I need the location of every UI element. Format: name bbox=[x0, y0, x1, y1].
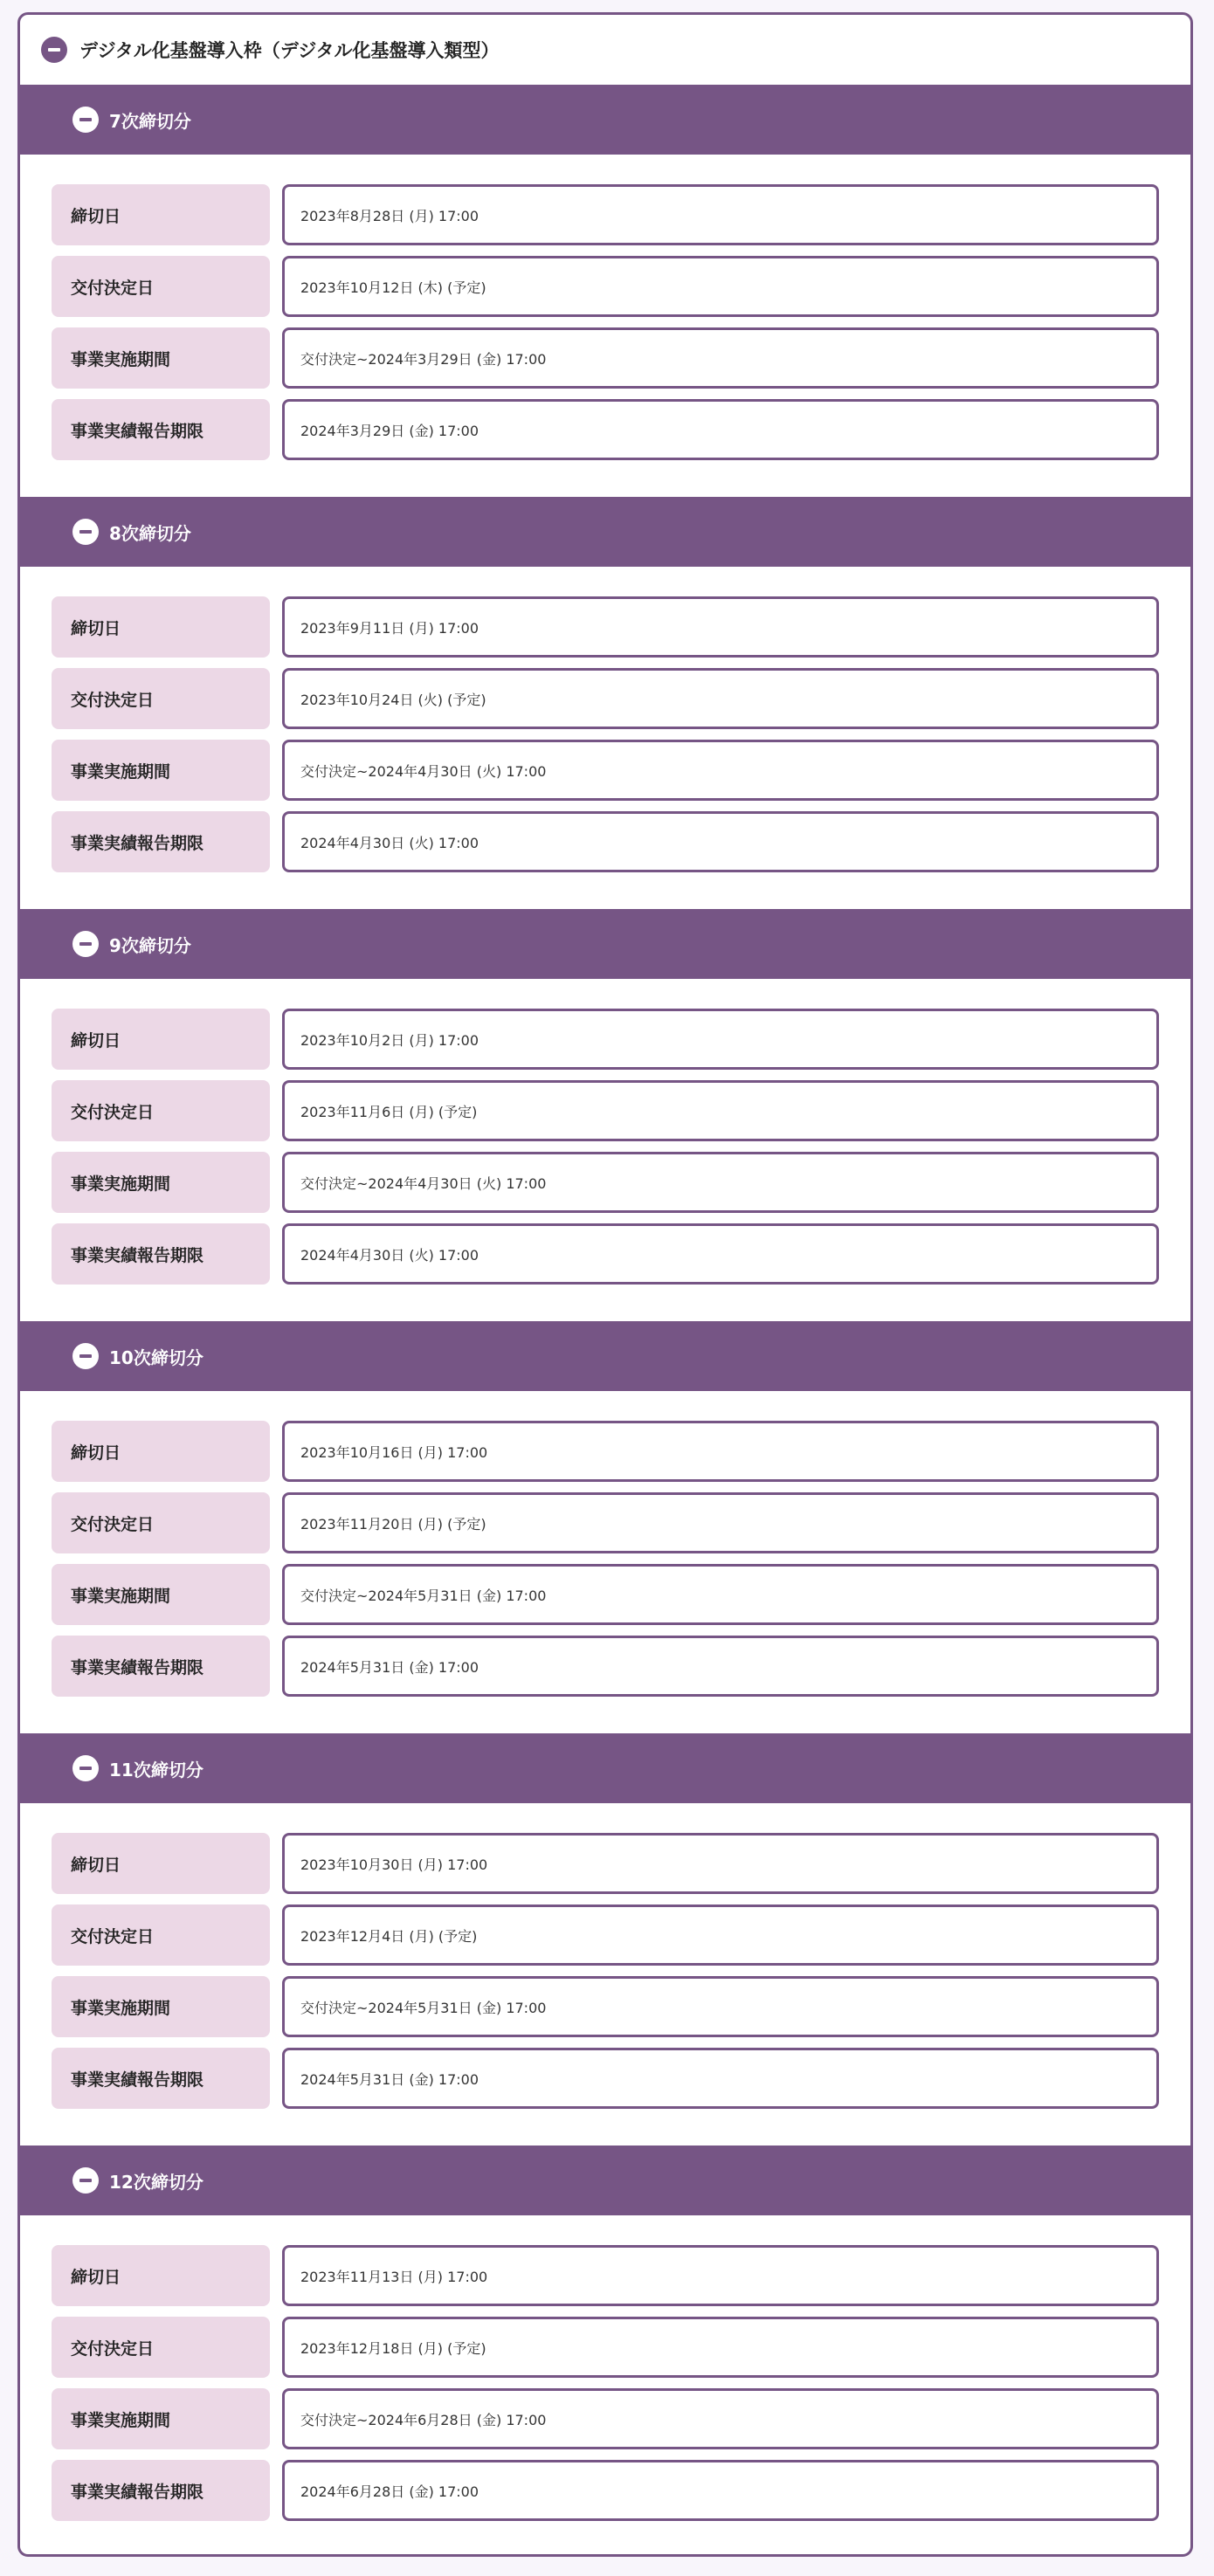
section-header[interactable] bbox=[20, 497, 1190, 567]
row-value: 2023年10月30日 (月) 17:00 bbox=[282, 1833, 1159, 1894]
deadline-section bbox=[20, 909, 1190, 1321]
info-row bbox=[52, 811, 1190, 872]
row-label: 交付決定日 bbox=[52, 1904, 270, 1966]
section-title: 11次締切分 bbox=[109, 1759, 203, 1780]
section-rows bbox=[20, 1803, 1190, 2109]
info-row bbox=[52, 1976, 1190, 2037]
deadline-section bbox=[20, 2146, 1190, 2557]
row-value: 2023年10月16日 (月) 17:00 bbox=[282, 1421, 1159, 1482]
accordion-title: デジタル化基盤導入枠（デジタル化基盤導入類型） bbox=[79, 40, 500, 61]
info-row bbox=[52, 740, 1190, 801]
row-value: 交付決定~2024年5月31日 (金) 17:00 bbox=[282, 1976, 1159, 2037]
deadline-section bbox=[20, 85, 1190, 497]
section-header[interactable] bbox=[20, 909, 1190, 979]
section-title: 7次締切分 bbox=[109, 110, 191, 132]
row-value: 2023年12月4日 (月) (予定) bbox=[282, 1904, 1159, 1966]
minus-circle-icon[interactable] bbox=[72, 519, 99, 545]
accordion-header[interactable] bbox=[20, 15, 1190, 85]
deadline-section bbox=[20, 1321, 1190, 1733]
info-row bbox=[52, 2048, 1190, 2109]
row-value: 2024年4月30日 (火) 17:00 bbox=[282, 811, 1159, 872]
info-row bbox=[52, 1904, 1190, 1966]
row-value: 交付決定~2024年3月29日 (金) 17:00 bbox=[282, 327, 1159, 389]
row-value: 2023年11月13日 (月) 17:00 bbox=[282, 2245, 1159, 2306]
row-value: 2024年5月31日 (金) 17:00 bbox=[282, 2048, 1159, 2109]
minus-circle-icon[interactable] bbox=[72, 1343, 99, 1369]
section-rows bbox=[20, 2215, 1190, 2521]
accordion-panel bbox=[17, 12, 1193, 2557]
section-rows bbox=[20, 979, 1190, 1285]
info-row bbox=[52, 1152, 1190, 1213]
minus-circle-icon[interactable] bbox=[72, 1755, 99, 1781]
row-value: 2023年10月24日 (火) (予定) bbox=[282, 668, 1159, 729]
row-value: 2023年11月6日 (月) (予定) bbox=[282, 1080, 1159, 1141]
row-label: 事業実施期間 bbox=[52, 740, 270, 801]
row-label: 事業実施期間 bbox=[52, 1976, 270, 2037]
info-row bbox=[52, 1564, 1190, 1625]
row-value: 2023年12月18日 (月) (予定) bbox=[282, 2317, 1159, 2378]
row-value: 交付決定~2024年6月28日 (金) 17:00 bbox=[282, 2388, 1159, 2449]
row-label: 交付決定日 bbox=[52, 1080, 270, 1141]
section-rows bbox=[20, 1391, 1190, 1697]
section-title: 12次締切分 bbox=[109, 2171, 203, 2193]
row-value: 2023年9月11日 (月) 17:00 bbox=[282, 596, 1159, 658]
section-title: 8次締切分 bbox=[109, 522, 191, 544]
info-row bbox=[52, 1636, 1190, 1697]
info-row bbox=[52, 1833, 1190, 1894]
minus-circle-icon[interactable] bbox=[72, 2167, 99, 2194]
row-label: 事業実績報告期限 bbox=[52, 1223, 270, 1285]
info-row bbox=[52, 1080, 1190, 1141]
row-label: 締切日 bbox=[52, 2245, 270, 2306]
section-title: 10次締切分 bbox=[109, 1347, 203, 1368]
row-label: 交付決定日 bbox=[52, 1492, 270, 1553]
info-row bbox=[52, 256, 1190, 317]
row-label: 事業実績報告期限 bbox=[52, 2048, 270, 2109]
row-label: 事業実施期間 bbox=[52, 1152, 270, 1213]
row-label: 締切日 bbox=[52, 1009, 270, 1070]
info-row bbox=[52, 1492, 1190, 1553]
row-label: 締切日 bbox=[52, 1833, 270, 1894]
row-label: 事業実施期間 bbox=[52, 1564, 270, 1625]
row-value: 2024年4月30日 (火) 17:00 bbox=[282, 1223, 1159, 1285]
section-header[interactable] bbox=[20, 2146, 1190, 2215]
deadline-section bbox=[20, 1733, 1190, 2146]
row-value: 2024年3月29日 (金) 17:00 bbox=[282, 399, 1159, 460]
row-value: 2023年8月28日 (月) 17:00 bbox=[282, 184, 1159, 245]
row-label: 締切日 bbox=[52, 596, 270, 658]
row-value: 交付決定~2024年4月30日 (火) 17:00 bbox=[282, 1152, 1159, 1213]
info-row bbox=[52, 596, 1190, 658]
section-header[interactable] bbox=[20, 85, 1190, 155]
minus-circle-icon[interactable] bbox=[72, 107, 99, 133]
info-row bbox=[52, 399, 1190, 460]
section-header[interactable] bbox=[20, 1733, 1190, 1803]
row-value: 2024年5月31日 (金) 17:00 bbox=[282, 1636, 1159, 1697]
minus-circle-icon[interactable] bbox=[72, 931, 99, 957]
row-label: 事業実施期間 bbox=[52, 327, 270, 389]
section-rows bbox=[20, 567, 1190, 872]
row-value: 2023年11月20日 (月) (予定) bbox=[282, 1492, 1159, 1553]
info-row bbox=[52, 327, 1190, 389]
info-row bbox=[52, 2460, 1190, 2521]
info-row bbox=[52, 2245, 1190, 2306]
row-label: 事業実績報告期限 bbox=[52, 811, 270, 872]
row-label: 事業実施期間 bbox=[52, 2388, 270, 2449]
info-row bbox=[52, 1223, 1190, 1285]
row-label: 締切日 bbox=[52, 1421, 270, 1482]
row-label: 交付決定日 bbox=[52, 256, 270, 317]
row-label: 交付決定日 bbox=[52, 2317, 270, 2378]
info-row bbox=[52, 1421, 1190, 1482]
row-value: 交付決定~2024年4月30日 (火) 17:00 bbox=[282, 740, 1159, 801]
row-value: 交付決定~2024年5月31日 (金) 17:00 bbox=[282, 1564, 1159, 1625]
row-label: 事業実績報告期限 bbox=[52, 1636, 270, 1697]
info-row bbox=[52, 184, 1190, 245]
minus-circle-icon[interactable] bbox=[41, 37, 67, 63]
info-row bbox=[52, 2388, 1190, 2449]
row-label: 事業実績報告期限 bbox=[52, 399, 270, 460]
row-label: 交付決定日 bbox=[52, 668, 270, 729]
row-label: 締切日 bbox=[52, 184, 270, 245]
info-row bbox=[52, 668, 1190, 729]
row-value: 2023年10月12日 (木) (予定) bbox=[282, 256, 1159, 317]
sections-container bbox=[20, 85, 1190, 2557]
row-value: 2023年10月2日 (月) 17:00 bbox=[282, 1009, 1159, 1070]
info-row bbox=[52, 2317, 1190, 2378]
deadline-section bbox=[20, 497, 1190, 909]
info-row bbox=[52, 1009, 1190, 1070]
row-value: 2024年6月28日 (金) 17:00 bbox=[282, 2460, 1159, 2521]
row-label: 事業実績報告期限 bbox=[52, 2460, 270, 2521]
section-rows bbox=[20, 155, 1190, 460]
section-header[interactable] bbox=[20, 1321, 1190, 1391]
section-title: 9次締切分 bbox=[109, 934, 191, 956]
